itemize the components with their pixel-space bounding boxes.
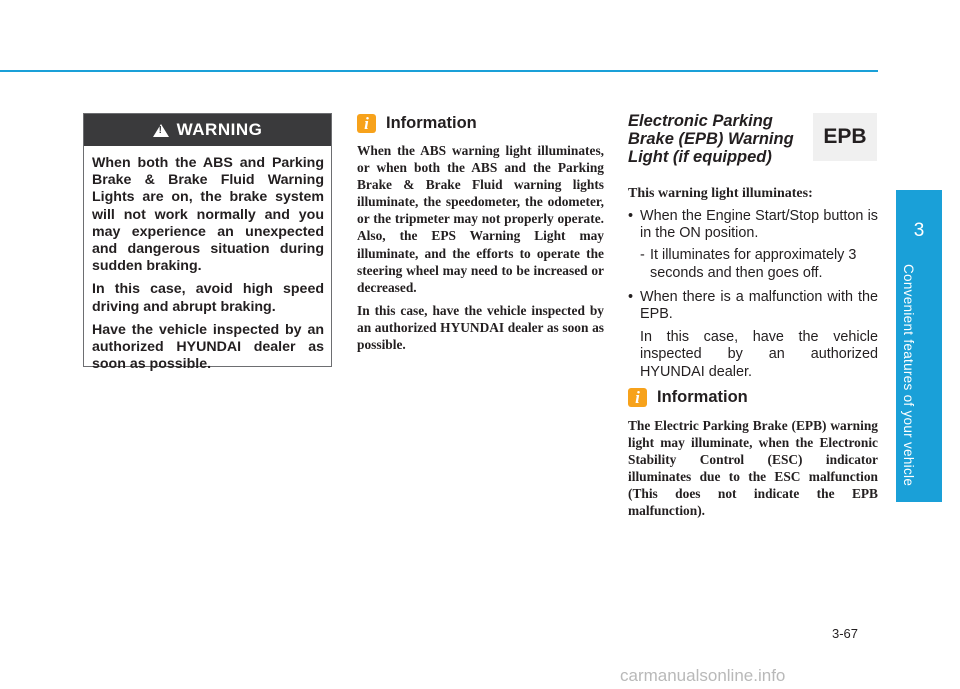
info-icon: i xyxy=(357,114,376,133)
list-item xyxy=(628,208,878,242)
information-paragraph: In this case, have the vehicle inspected by an authorized HYUNDAI dealer as soon as possible. xyxy=(357,302,604,353)
warning-header xyxy=(84,114,331,146)
illuminates-heading: This warning light illuminates: xyxy=(628,186,813,201)
information-header xyxy=(357,114,604,133)
warning-paragraph: In this case, avoid high speed driving and abrupt braking. xyxy=(92,281,324,315)
chapter-number: 3 xyxy=(913,220,925,241)
warning-paragraph: When both the ABS and Parking Brake & Brake Fluid Warning Lights are on, the brake system will not work normally and you may experience an unexpected and dangerous situation during sudden braking. xyxy=(92,155,324,275)
warning-title: WARNING xyxy=(176,120,263,139)
warning-triangle-icon xyxy=(153,124,169,137)
dash-icon: - xyxy=(640,247,645,264)
bullet-icon: • xyxy=(628,288,634,305)
list-item xyxy=(628,289,878,323)
section-title: Electronic Parking Brake (EPB) Warning Light (if equipped) xyxy=(628,112,794,166)
list-item-text: When the Engine Start/Stop button is in the ON position. xyxy=(640,208,878,242)
sub-list-item-text: It illuminates for approximately 3 seconds and then goes off. xyxy=(650,247,857,281)
information-block-2 xyxy=(628,388,878,520)
information-title: Information xyxy=(657,388,748,406)
sub-list-item xyxy=(628,247,878,281)
watermark-link[interactable]: carmanualsonline.info xyxy=(620,666,786,685)
epb-indicator-icon: EPB xyxy=(813,113,877,161)
warning-box xyxy=(83,113,332,373)
list-item-note: In this case, have the vehicle inspected by an authorized HYUNDAI dealer. xyxy=(640,329,878,380)
chapter-label: Convenient features of your vehicle xyxy=(901,264,916,487)
information-block xyxy=(357,114,604,359)
header-rule xyxy=(0,70,878,72)
warning-paragraph: Have the vehicle inspected by an authorized HYUNDAI dealer as soon as possible. xyxy=(92,321,324,373)
information-body: The Electric Parking Brake (EPB) warning light may illuminate, when the Electronic Stability Control (ESC) indicator illuminates due to the ESC malfunction (This does not indicate the EPB malfunction). xyxy=(628,418,878,519)
information-title: Information xyxy=(386,114,477,132)
warning-body xyxy=(84,146,331,373)
footer xyxy=(0,664,960,689)
list-item-text: When there is a malfunction with the EPB. xyxy=(640,288,878,323)
chapter-tab xyxy=(896,190,942,502)
condition-list xyxy=(628,208,878,381)
bullet-icon: • xyxy=(628,208,634,224)
information-header xyxy=(628,388,878,407)
information-body xyxy=(357,142,604,353)
page-number: 3-67 xyxy=(832,626,859,641)
info-icon: i xyxy=(628,388,647,407)
information-paragraph: When the ABS warning light illuminates, or when both the ABS and the Parking Brake & Brake Fluid warning lights illuminate, the speedometer, the odometer, or the tripmeter may not properly operate. Also, the EPS Warning Light may illuminate, and the efforts to operate the steering wheel may need to be increased or decreased. xyxy=(357,143,604,295)
